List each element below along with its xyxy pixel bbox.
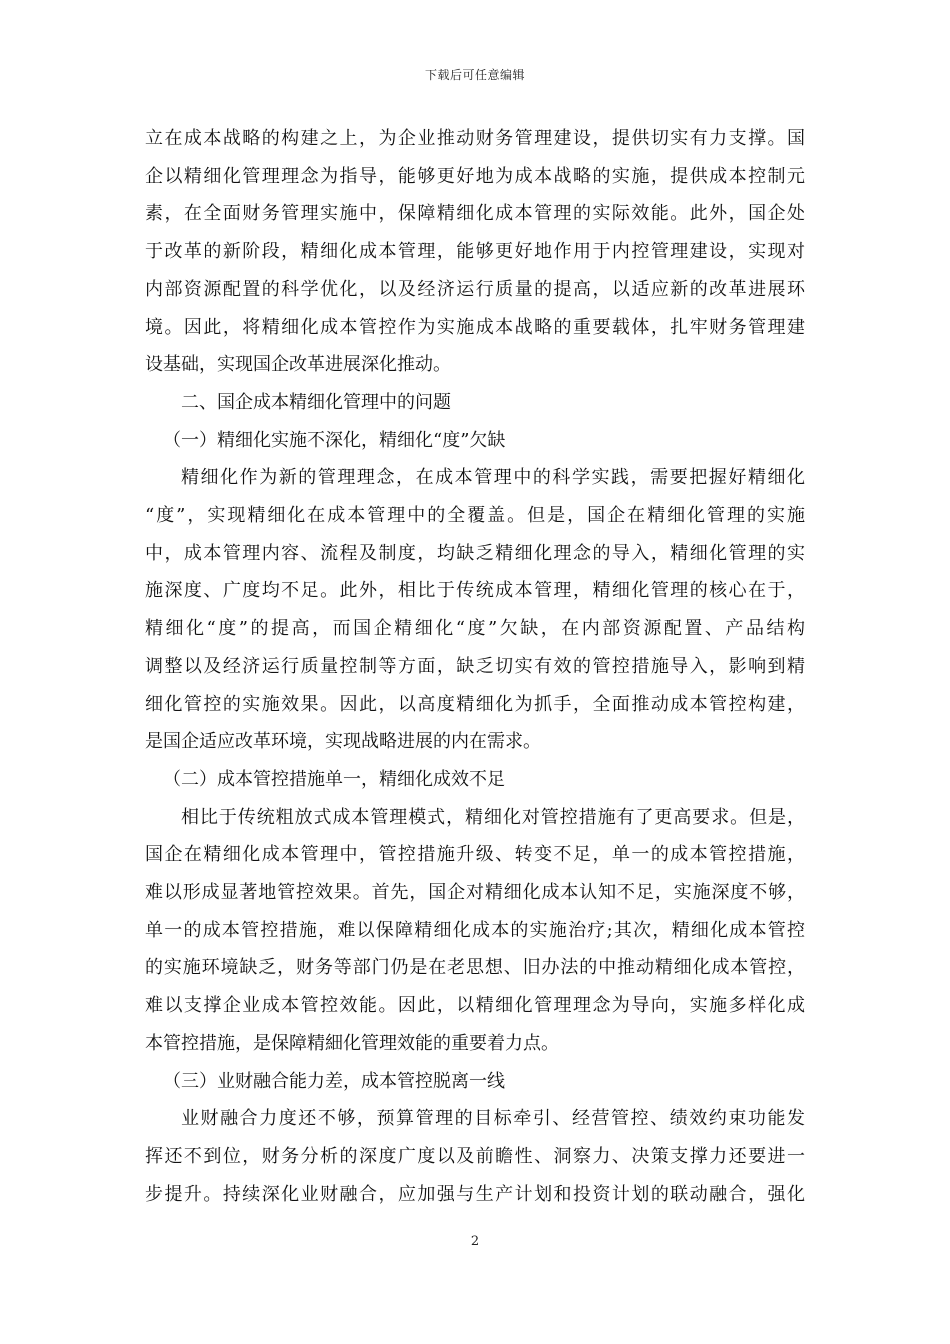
heading-line: （一）精细化实施不深化，精细化“度”欠缺 bbox=[163, 429, 506, 451]
text-line: 本管控措施，是保障精細化管理效能的重要着力点。 bbox=[145, 1032, 559, 1054]
section-heading bbox=[145, 384, 805, 422]
document-body bbox=[145, 120, 805, 1213]
paragraph-2 bbox=[145, 799, 805, 1063]
text-line: 企以精细化管理理念为指导，能够更好地为成本战略的实施，提供成本控制元 bbox=[145, 165, 805, 187]
heading-line: （三）业财融合能力差，成本管控脱离一线 bbox=[163, 1070, 505, 1092]
subsection-heading-3 bbox=[145, 1063, 805, 1101]
text-line: 素，在全面财务管理实施中，保障精细化成本管理的实际效能。此外，国企处 bbox=[145, 203, 805, 225]
text-line: 挥还不到位，财务分析的深度广度以及前瞻性、洞察力、决策支撑力还要进一 bbox=[145, 1145, 805, 1167]
text-line: 境。因此，将精细化成本管控作为实施成本战略的重要载体，扎牢财务管理建 bbox=[145, 316, 805, 338]
text-line: 设基础，实现国企改革进展深化推动。 bbox=[145, 354, 451, 376]
subsection-heading-1 bbox=[145, 422, 805, 460]
text-line: 于改革的新阶段，精细化成本管理，能够更好地作用于内控管理建设，实现对 bbox=[145, 241, 805, 263]
page-header: 下载后可任意编辑 bbox=[424, 68, 525, 82]
paragraph-3 bbox=[145, 1100, 805, 1213]
text-line: 业财融合力度还不够，预算管理的目标牵引、经营管控、绩效约束功能发 bbox=[181, 1108, 805, 1130]
text-line: 难以支撑企业成本管控效能。因此，以精细化管理理念为导向，实施多样化成 bbox=[145, 995, 805, 1017]
text-line: 施深度、广度均不足。此外，相比于传统成本管理，精细化管理的核心在于， bbox=[145, 580, 805, 602]
paragraph-1 bbox=[145, 459, 805, 761]
text-line: 的实施环境缺乏，财务等部门仍是在老思想、旧办法的中推动精细化成本管控， bbox=[145, 957, 805, 979]
text-line: 精细化作为新的管理理念，在成本管理中的科学实践，需要把握好精细化 bbox=[181, 467, 805, 489]
page-number: 2 bbox=[470, 1234, 480, 1249]
text-line: 单一的成本管控措施，难以保障精细化成本的实施治疗;其次，精细化成本管控 bbox=[145, 919, 805, 941]
text-line: “度”，实现精细化在成本管理中的全覆盖。但是，国企在精细化管理的实施 bbox=[145, 505, 805, 527]
text-line: 中，成本管理内容、流程及制度，均缺乏精细化理念的导入，精细化管理的实 bbox=[145, 542, 805, 564]
text-line: 相比于传统粗放式成本管理模式，精细化对管控措施有了更高要求。但是， bbox=[181, 806, 805, 828]
subsection-heading-2 bbox=[145, 761, 805, 799]
text-line: 细化管控的实施效果。因此，以高度精细化为抓手，全面推动成本管控构建， bbox=[145, 693, 805, 715]
heading-line: （二）成本管控措施单一，精细化成效不足 bbox=[163, 768, 505, 790]
text-line: 调整以及经济运行质量控制等方面，缺乏切实有效的管控措施导入，影响到精 bbox=[145, 655, 805, 677]
text-line: 难以形成显著地管控效果。首先，国企对精细化成本认知不足，实施深度不够， bbox=[145, 882, 805, 904]
text-line: 步提升。持续深化业财融合，应加强与生产计划和投资计划的联动融合，强化 bbox=[145, 1183, 805, 1205]
text-line: 国企在精细化成本管理中，管控措施升级、转变不足，单一的成本管控措施， bbox=[145, 844, 805, 866]
text-line: 内部资源配置的科学优化，以及经济运行质量的提高，以适应新的改革进展环 bbox=[145, 278, 805, 300]
text-line: 精细化“度”的提高，而国企精细化“度”欠缺，在内部资源配置、产品结构 bbox=[145, 618, 805, 640]
text-line: 立在成本战略的构建之上，为企业推动财务管理建设，提供切实有力支撑。国 bbox=[145, 128, 805, 149]
text-line: 是国企适应改革环境，实现战略进展的内在需求。 bbox=[145, 731, 541, 753]
heading-line: 二、国企成本精细化管理中的问题 bbox=[181, 391, 451, 413]
paragraph-intro bbox=[145, 120, 805, 384]
